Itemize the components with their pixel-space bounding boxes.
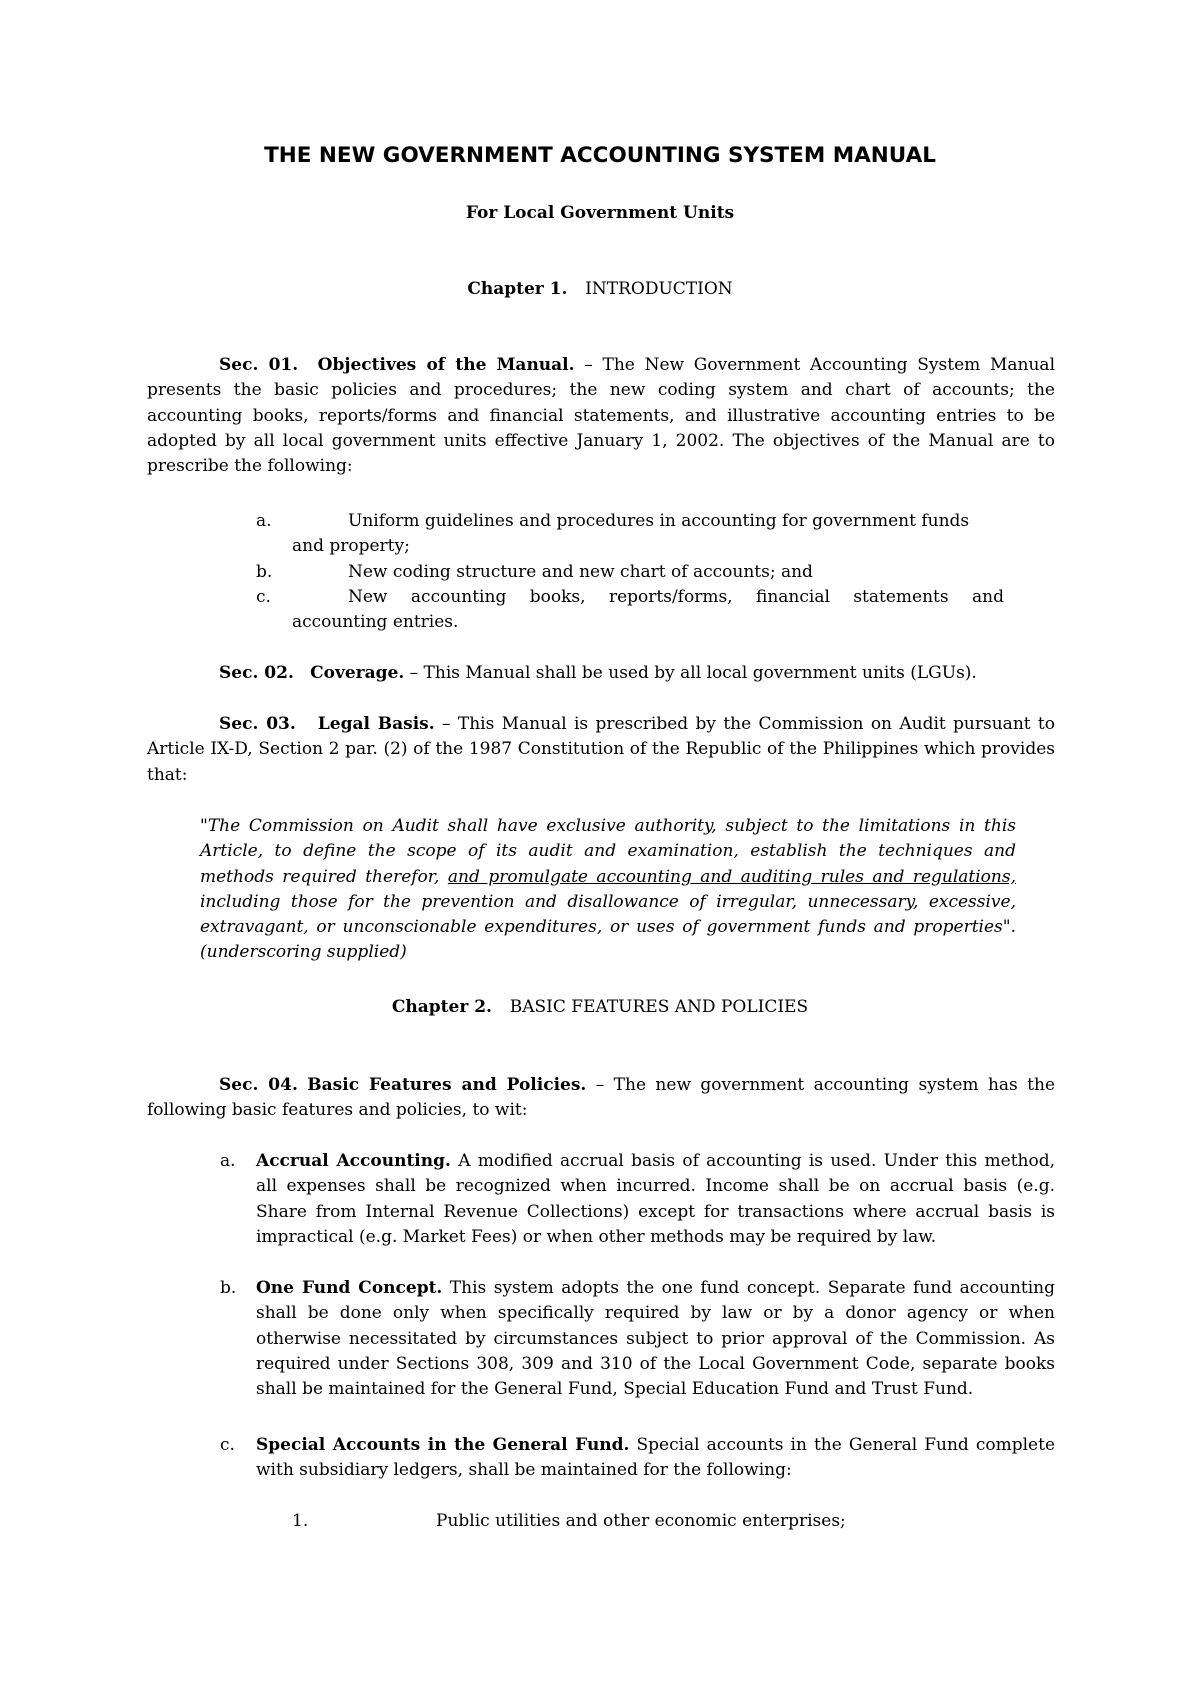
list-item-heading: Accrual Accounting. [256, 1151, 451, 1171]
list-item-text: This system adopts the one fund concept. Separate fund accounting shall be done only when specifically required by law or by a donor agency or when otherwise necessitated by circumstances subject to prior approval of the Commission. As required under Sections 308, 309 and 310 of the Local Government Code, separate books shall be maintained for the General Fund, Special Education Fund and Trust Fund. [256, 1278, 1055, 1400]
sec-04-paragraph [147, 1073, 1055, 1124]
sec-01-item-c [256, 585, 1004, 636]
list-marker: a. [256, 511, 272, 531]
document-title: THE NEW GOVERNMENT ACCOUNTING SYSTEM MANUAL [264, 143, 936, 168]
list-marker: c. [220, 1435, 235, 1455]
sec-04-item-a [220, 1149, 1055, 1250]
sec-04-text: – The new government accounting system has the following basic features and policies, to wit: [147, 1075, 1056, 1121]
quote-underlined: and promulgate accounting and auditing rules and regulations, [447, 866, 1016, 887]
quote-part-1: "The Commission on Audit shall have exclusive authority, subject to the limitations in this Article, to define the scope of its audit and examination, establish the techniques and methods required therefor, [200, 816, 1016, 887]
chapter-2-name: BASIC FEATURES AND POLICIES [509, 997, 809, 1017]
sec-03-number: Sec. 03. [219, 714, 296, 734]
list-item-text: New coding structure and new chart of accounts; and [348, 562, 813, 582]
chapter-2-label: Chapter 2. [391, 997, 492, 1017]
list-item-text: New accounting books, reports/forms, financial statements and [348, 587, 1004, 607]
list-item-heading: One Fund Concept. [256, 1278, 443, 1298]
sec-01-paragraph [147, 353, 1055, 479]
sec-04-item-b [220, 1276, 1055, 1402]
list-item-body [220, 1276, 1055, 1402]
list-item-text: Public utilities and other economic enterprises; [436, 1511, 846, 1531]
constitution-quote [200, 814, 1016, 966]
list-item-continuation: and property; [292, 536, 410, 557]
sec-01-text: – The New Government Accounting System Manual presents the basic policies and procedures; the new coding system and chart of accounts; the accounting books, reports/forms and financial statements, and illustrative accounting entries to be adopted by all local government units effective January 1, 2002. The objectives of the Manual are to prescribe the following: [147, 355, 1056, 477]
sec-02-paragraph [147, 661, 1055, 686]
sec-02-heading: Coverage. [310, 663, 405, 683]
sec-01-number: Sec. 01. [219, 355, 299, 375]
chapter-1-label: Chapter 1. [467, 279, 568, 299]
sec-02-text: – This Manual shall be used by all local government units (LGUs). [404, 663, 977, 683]
document-subtitle: For Local Government Units [465, 203, 735, 223]
list-marker: b. [220, 1278, 237, 1298]
list-item-text: A modified accrual basis of accounting is used. Under this method, all expenses shall be recognized when incurred. Income shall be on accrual basis (e.g. Share from Internal Revenue Collections) except for transactions where accrual basis is impractical (e.g. Market Fees) or when other methods may be required by law. [256, 1151, 1055, 1247]
sec-02-number: Sec. 02. [219, 663, 294, 683]
list-item-text: Uniform guidelines and procedures in accounting for government funds [348, 511, 970, 531]
sec-03-text: – This Manual is prescribed by the Commission on Audit pursuant to Article IX-D, Section 2 par. (2) of the 1987 Constitution of the Republic of the Philippines which provides that: [147, 714, 1055, 785]
list-marker: a. [220, 1151, 236, 1171]
chapter-1-name: INTRODUCTION [585, 279, 733, 299]
sec-04-subitem-1 [292, 1509, 1055, 1534]
chapter-2-heading [0, 997, 1200, 1017]
list-marker: 1. [292, 1511, 309, 1531]
list-item-heading: Special Accounts in the General Fund. [256, 1435, 630, 1455]
sec-04-item-c [220, 1433, 1055, 1484]
sec-04-heading: Basic Features and Policies. [307, 1075, 587, 1095]
list-marker: c. [256, 587, 271, 607]
sec-04-number: Sec. 04. [219, 1075, 298, 1095]
sec-01-heading: Objectives of the Manual. [317, 355, 575, 375]
sec-03-heading: Legal Basis. [317, 714, 435, 734]
list-marker: b. [256, 562, 273, 582]
list-item-text: Special accounts in the General Fund complete with subsidiary ledgers, shall be maintained for the following: [256, 1435, 1055, 1481]
quote-part-2: including those for the prevention and disallowance of irregular, unnecessary, excessive, extravagant, or unconscionable expenditures, or uses of government funds and properties". (underscoring supplied) [200, 891, 1016, 963]
list-item-continuation: accounting entries. [292, 612, 459, 633]
list-item-body [220, 1149, 1055, 1250]
chapter-1-heading [0, 279, 1200, 299]
sec-03-paragraph [147, 712, 1055, 788]
sec-01-item-b [256, 560, 1004, 585]
list-item-body [220, 1433, 1055, 1484]
sec-01-item-a [256, 509, 1004, 560]
